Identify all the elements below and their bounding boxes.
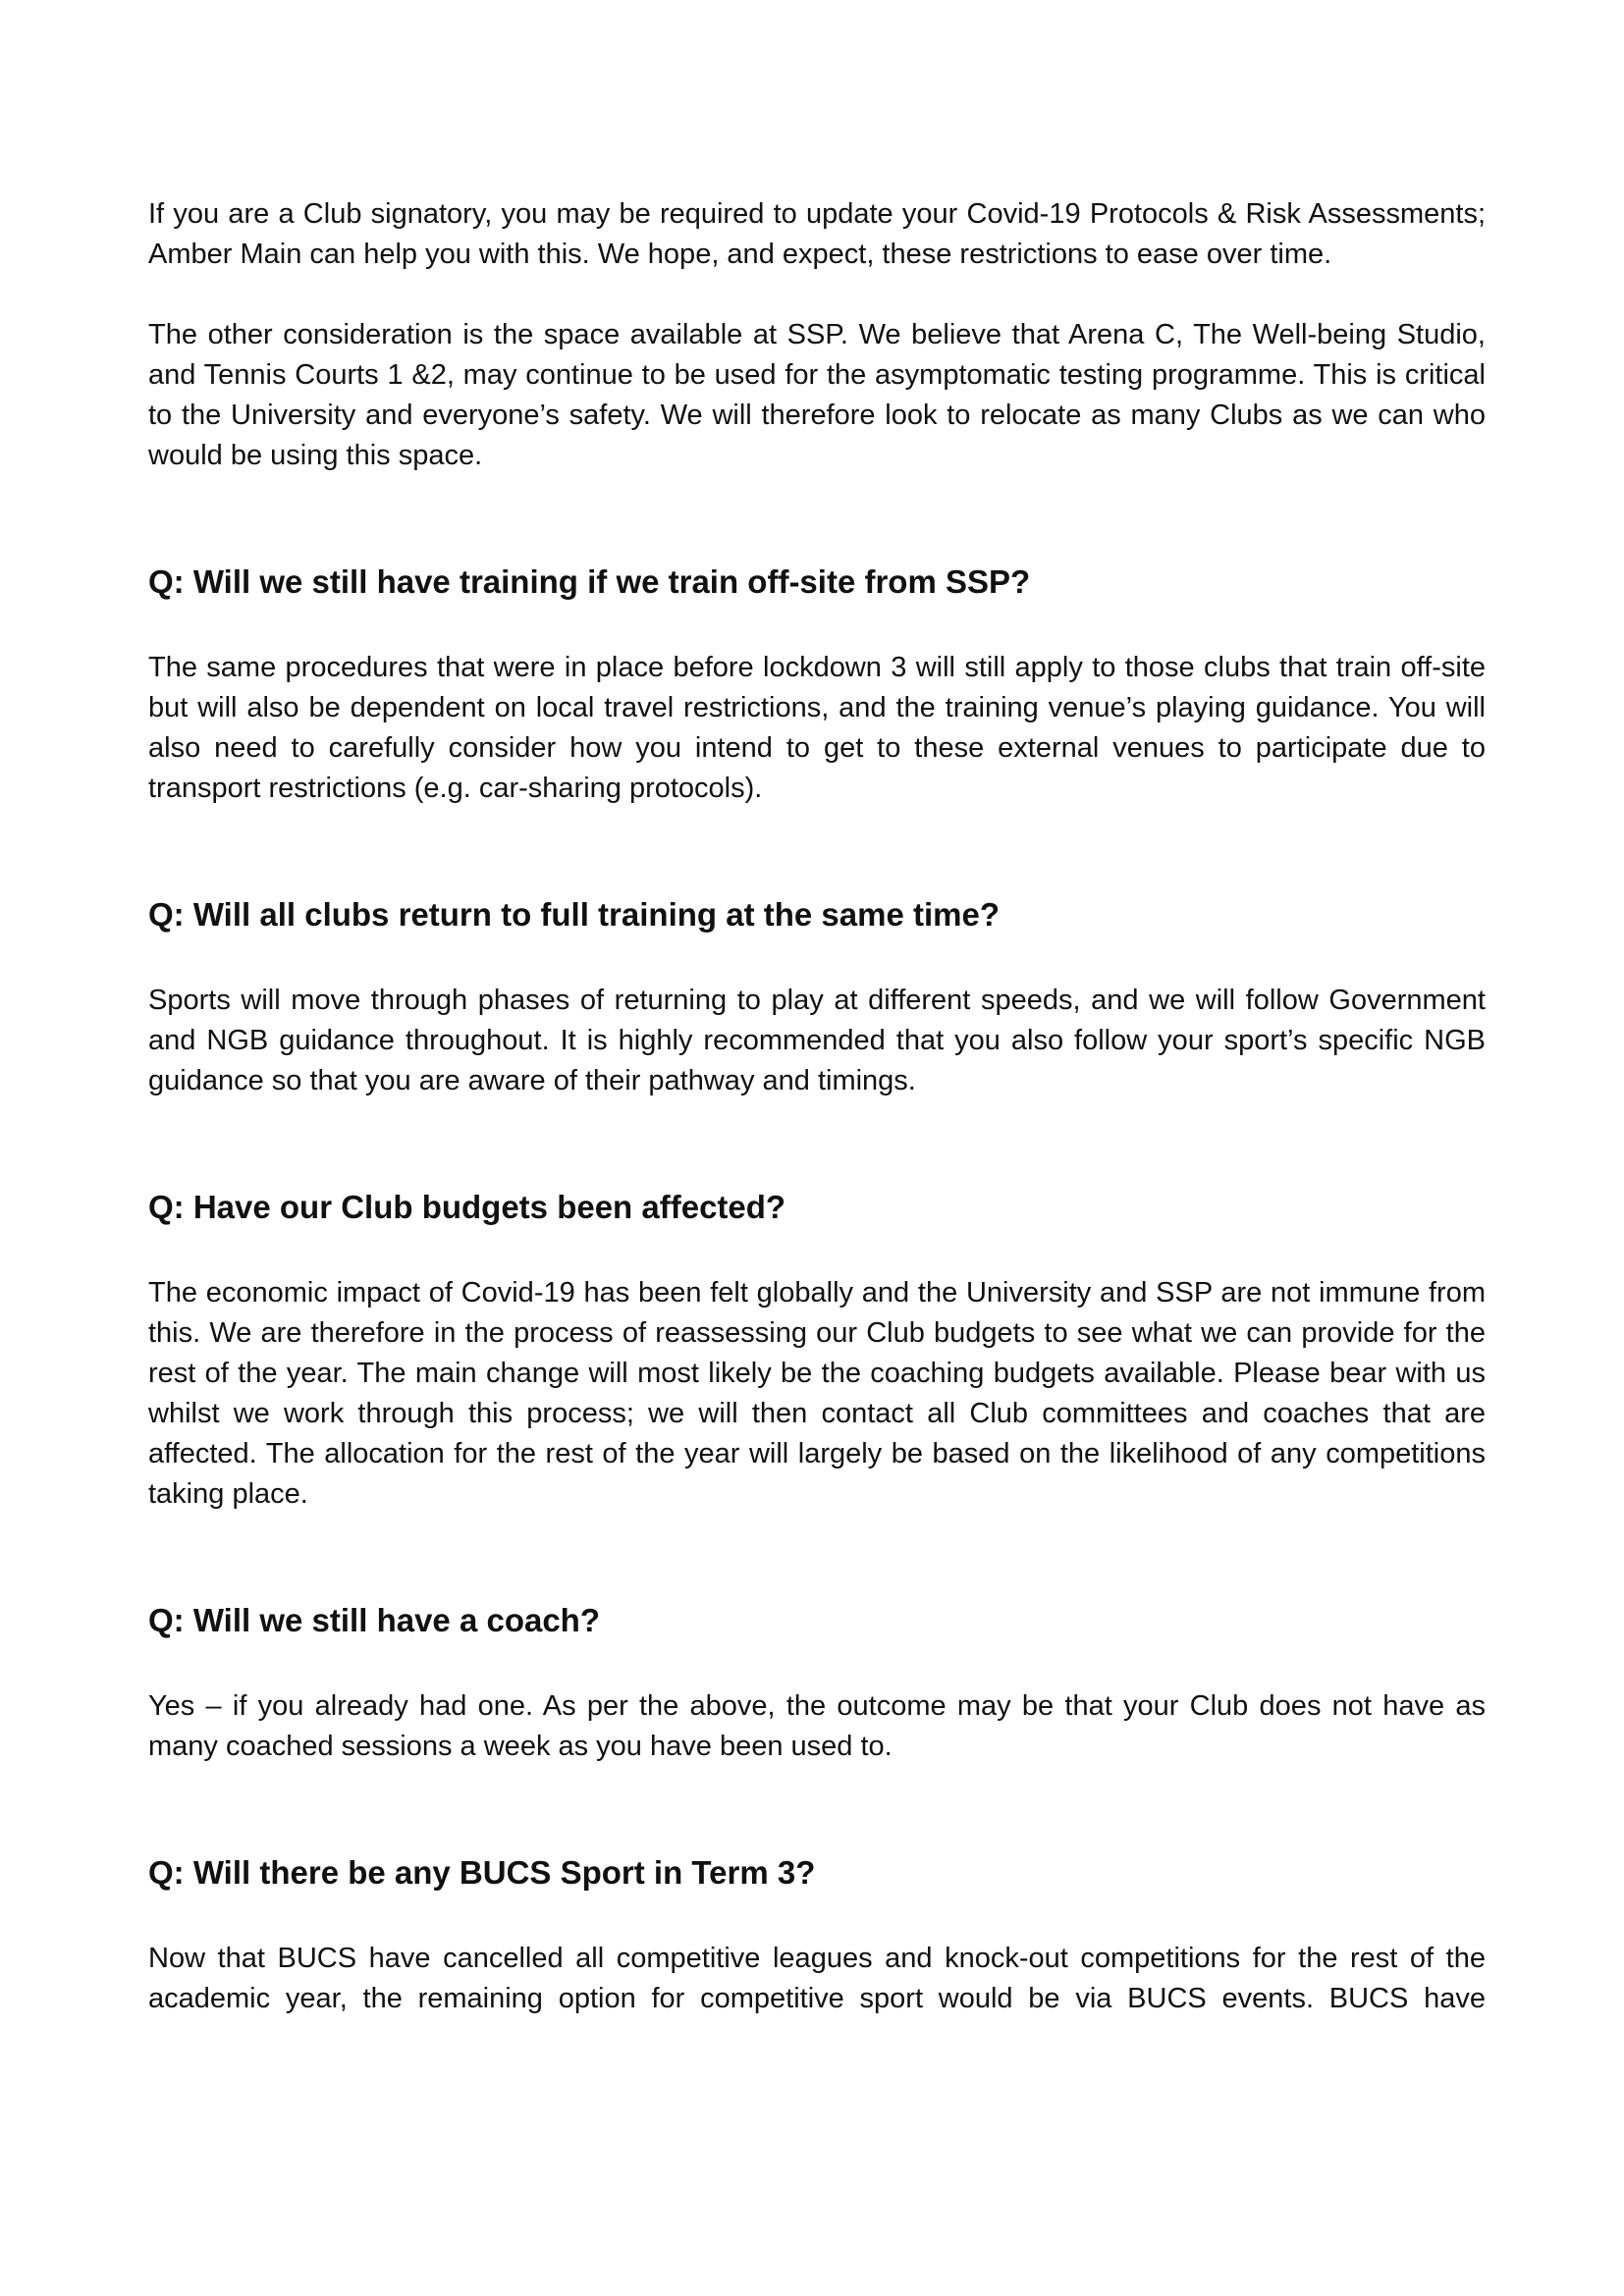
faq-question-full-training: Q: Will all clubs return to full training at the same time?	[148, 896, 1000, 933]
spacer	[148, 936, 1486, 981]
faq-question-bucs-term3: Q: Will there be any BUCS Sport in Term 3?	[148, 1854, 816, 1891]
spacer	[148, 1515, 1486, 1599]
faq-answer-offsite-training: The same procedures that were in place before lockdown 3 will still apply to those clubs that train off-site but will also be dependent on local travel restrictions, and the training venue’s playing guidance. You will also need to carefully consider how you intend to get to these external venues to participate due to transport restrictions (e.g. car-sharing protocols).	[148, 652, 1486, 804]
faq-question-offsite-training: Q: Will we still have training if we train off-site from SSP?	[148, 563, 1031, 600]
intro-paragraph-signatory: If you are a Club signatory, you may be required to update your Covid-19 Protocols & Risk Assessments; Amber Main can help you with this. We hope, and expect, these restrictions to ease over time.	[148, 198, 1486, 270]
spacer	[148, 1767, 1486, 1851]
spacer	[148, 275, 1486, 315]
spacer	[148, 604, 1486, 648]
faq-question-club-budgets: Q: Have our Club budgets been affected?	[148, 1189, 786, 1225]
intro-paragraph-space: The other consideration is the space available at SSP. We believe that Arena C, The Well-being Studio, and Tennis Courts 1 &2, may continue to be used for the asymptomatic testing programme. This is critical to the University and everyone’s safety. We will therefore look to relocate as many Clubs as we can who would be using this space.	[148, 319, 1486, 471]
faq-answer-full-training: Sports will move through phases of returning to play at different speeds, and we will follow Government and NGB guidance throughout. It is highly recommended that you also follow your sport’s specific NGB guidance so that you are aware of their pathway and timings.	[148, 985, 1486, 1096]
spacer	[148, 1895, 1486, 1939]
faq-answer-coach: Yes – if you already had one. As per the above, the outcome may be that your Club does not have as many coached sessions a week as you have been used to.	[148, 1690, 1486, 1762]
spacer	[148, 476, 1486, 561]
faq-answer-bucs-term3: Now that BUCS have cancelled all competitive leagues and knock-out competitions for the rest of the academic year, the remaining option for competitive sport would be via BUCS events. BUCS have	[148, 1943, 1486, 2014]
document-page	[148, 194, 1486, 2019]
spacer	[148, 1642, 1486, 1686]
spacer	[148, 1101, 1486, 1186]
faq-question-coach: Q: Will we still have a coach?	[148, 1602, 601, 1638]
spacer	[148, 1229, 1486, 1273]
faq-answer-club-budgets: The economic impact of Covid-19 has been felt globally and the University and SSP are not immune from this. We are therefore in the process of reassessing our Club budgets to see what we can provide for the rest of the year. The main change will most likely be the coaching budgets available. Please bear with us whilst we work through this process; we will then contact all Club committees and coaches that are affected. The allocation for the rest of the year will largely be based on the likelihood of any competitions taking place.	[148, 1277, 1486, 1510]
spacer	[148, 809, 1486, 893]
